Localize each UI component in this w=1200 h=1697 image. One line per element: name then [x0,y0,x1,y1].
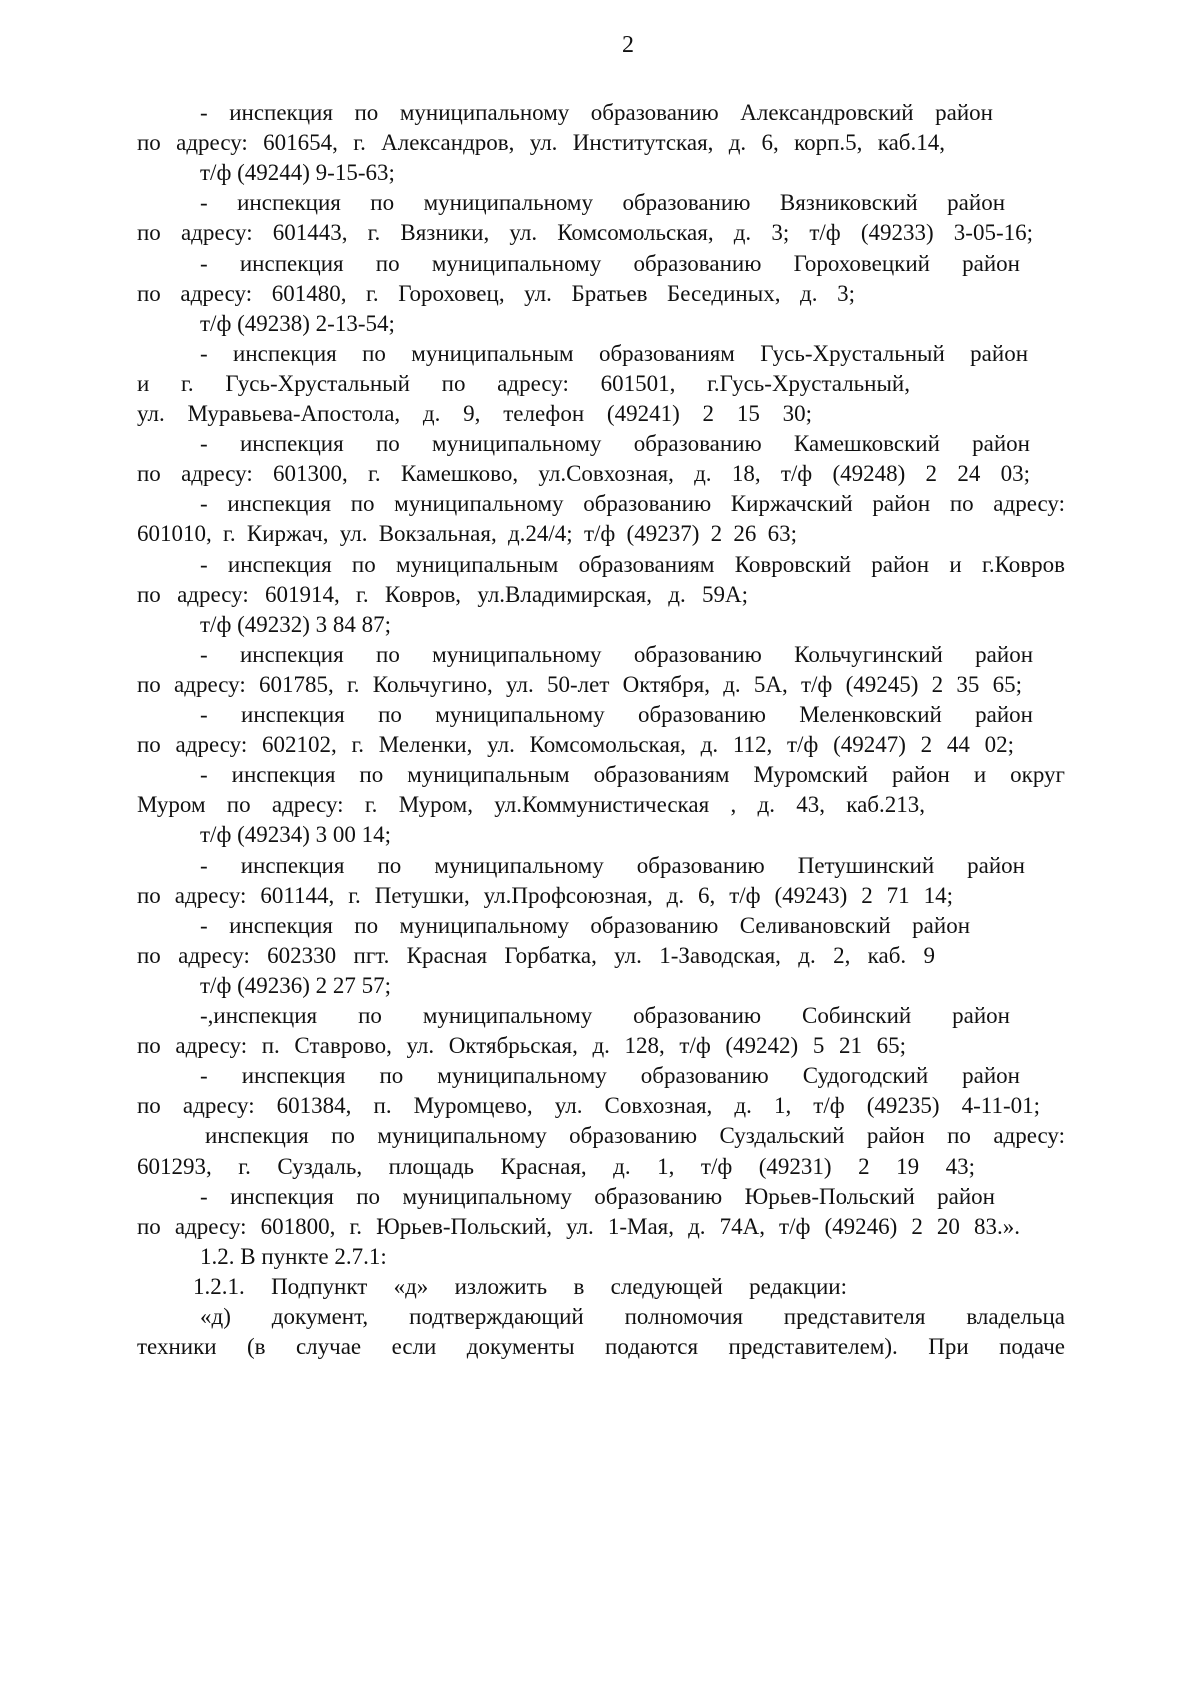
text-line: - инспекция по муниципальному образованию Александровский район [200,100,993,125]
text-line: по адресу: 601443, г. Вязники, ул. Комсомольская, д. 3; т/ф (49233) 3-05-16; [137,220,1033,246]
text-line: по адресу: 601384, п. Муромцево, ул. Совхозная, д. 1, т/ф (49235) 4-11-01; [137,1093,1040,1119]
text-line: т/ф (49238) 2-13-54; [200,310,395,336]
text-line: техники (в случае если документы подаются представителем). При подаче [137,1334,1065,1360]
text-line: инспекция по муниципальному образованию Суздальский район по адресу: [205,1123,1065,1149]
text-line: 1.2.1. Подпункт «д» изложить в следующей редакции: [193,1273,847,1299]
text-line: т/ф (49244) 9-15-63; [200,160,395,186]
text-line: - инспекция по муниципальному образованию Киржачский район по адресу: [200,491,1065,517]
text-line: - инспекция по муниципальному образованию Селивановский район [200,912,970,938]
text-line: - инспекция по муниципальным образованиям Гусь-Хрустальный район [200,340,1028,366]
text-line: - инспекция по муниципальному образованию Кольчугинский район [200,641,1033,667]
text-line: по адресу: 602102, г. Меленки, ул. Комсомольская, д. 112, т/ф (49247) 2 44 02; [137,732,1014,758]
text-line: по адресу: 601800, г. Юрьев-Польский, ул. 1-Мая, д. 74А, т/ф (49246) 2 20 83.». [137,1213,1020,1239]
text-line: 601293, г. Суздаль, площадь Красная, д. 1, т/ф (49231) 2 19 43; [137,1153,975,1179]
text-line: по адресу: 601144, г. Петушки, ул.Профсоюзная, д. 6, т/ф (49243) 2 71 14; [137,882,953,908]
text-line: - инспекция по муниципальному образованию Гороховецкий район [200,250,1020,276]
text-line: и г. Гусь-Хрустальный по адресу: 601501, г.Гусь-Хрустальный, [137,370,910,396]
text-line: т/ф (49232) 3 84 87; [200,611,392,637]
text-line: по адресу: 601785, г. Кольчугино, ул. 50-лет Октября, д. 5А, т/ф (49245) 2 35 65; [137,671,1022,697]
text-line: - инспекция по муниципальным образованиям Ковровский район и г.Ковров [200,551,1065,577]
text-line: т/ф (49234) 3 00 14; [200,822,392,848]
page-number: 2 [622,32,634,58]
text-line: ул. Муравьева-Апостола, д. 9, телефон (49241) 2 15 30; [137,401,812,426]
text-line: по адресу: п. Ставрово, ул. Октябрьская, д. 128, т/ф (49242) 5 21 65; [137,1033,906,1059]
text-line: - инспекция по муниципальному образованию Вязниковский район [200,190,1005,216]
text-line: - инспекция по муниципальному образованию Меленковский район [200,702,1033,727]
text-line: по адресу: 601914, г. Ковров, ул.Владимирская, д. 59А; [137,581,748,607]
text-line: по адресу: 602330 пгт. Красная Горбатка, ул. 1-Заводская, д. 2, каб. 9 [137,942,935,968]
text-line: по адресу: 601300, г. Камешково, ул.Совхозная, д. 18, т/ф (49248) 2 24 03; [137,461,1030,487]
text-line: т/ф (49236) 2 27 57; [200,972,392,998]
text-line: - инспекция по муниципальному образованию Камешковский район [200,431,1030,457]
text-line: Муром по адресу: г. Муром, ул.Коммунистическая , д. 43, каб.213, [137,792,925,818]
text-line: по адресу: 601480, г. Гороховец, ул. Братьев Бесединых, д. 3; [137,280,855,306]
text-line: по адресу: 601654, г. Александров, ул. Институтская, д. 6, корп.5, каб.14, [137,130,945,156]
text-line: - инспекция по муниципальному образованию Петушинский район [200,852,1025,878]
text-line: «д) документ, подтверждающий полномочия представителя владельца [200,1304,1065,1329]
text-line: 1.2. В пункте 2.7.1: [200,1243,387,1269]
text-line: 601010, г. Киржач, ул. Вокзальная, д.24/4; т/ф (49237) 2 26 63; [137,521,797,547]
text-line: -,инспекция по муниципальному образованию Собинский район [200,1003,1010,1028]
text-line: - инспекция по муниципальному образованию Судогодский район [200,1063,1020,1089]
text-line: - инспекция по муниципальному образованию Юрьев-Польский район [200,1183,995,1209]
text-line: - инспекция по муниципальным образованиям Муромский район и округ [200,762,1065,788]
